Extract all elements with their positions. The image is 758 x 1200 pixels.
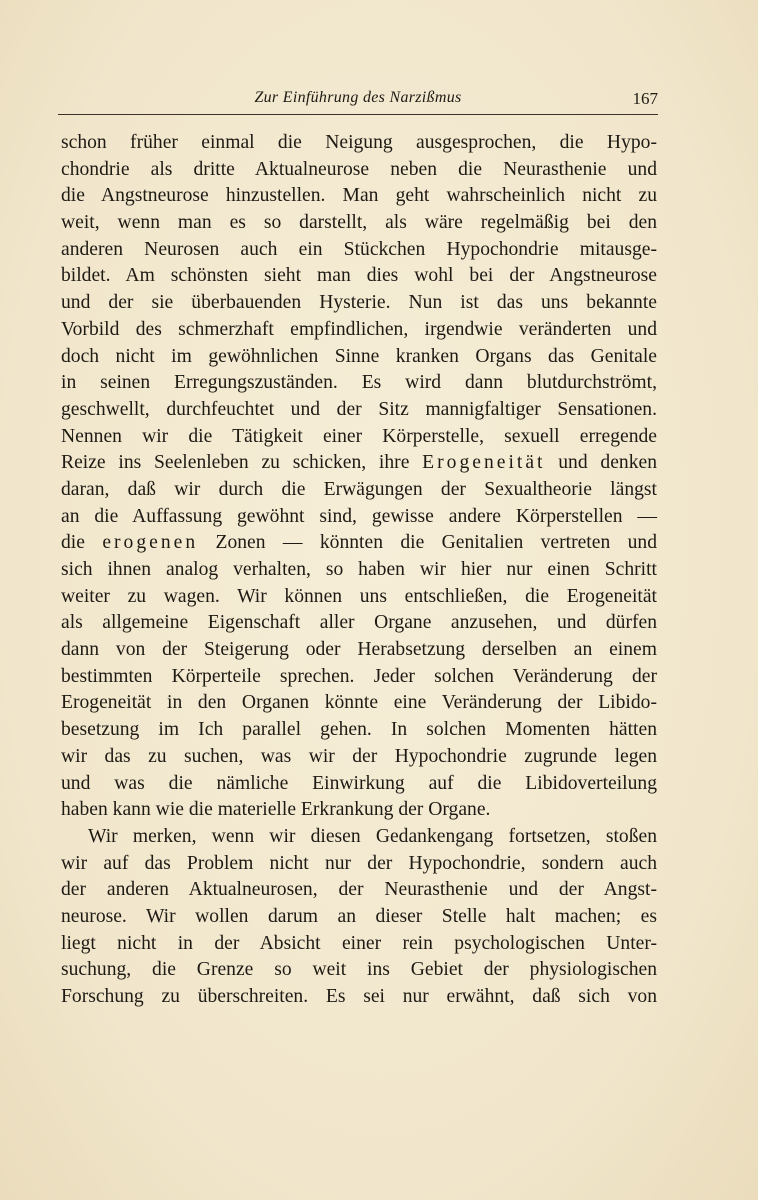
page-number: 167	[632, 89, 658, 108]
text-line: die Angstneurose hinzustellen. Man geht wahrscheinlich nicht zu	[61, 185, 657, 207]
text-line: weit, wenn man es so darstellt, als wäre regelmäßig bei den	[61, 212, 657, 234]
text-line: schon früher einmal die Neigung ausgesprochen, die Hypo-	[61, 132, 657, 153]
text-line: neurose. Wir wollen darum an dieser Stelle halt machen; es	[61, 905, 657, 927]
text-line: doch nicht im gewöhnlichen Sinne kranken Organs das Genitale	[61, 345, 657, 367]
text-line: suchung, die Grenze so weit ins Gebiet der physiologischen	[61, 959, 657, 981]
text-line: anderen Neurosen auch ein Stückchen Hypochondrie mitausge-	[61, 238, 657, 260]
spaced-emphasis: Erogeneität	[422, 452, 546, 474]
body-text	[61, 130, 657, 1011]
text-fragment: und denken	[545, 452, 657, 474]
text-line: bildet. Am schönsten sieht man dies wohl bei der Angstneurose	[61, 265, 657, 287]
spaced-emphasis: erogenen	[102, 532, 199, 554]
text-line: sich ihnen analog verhalten, so haben wir hier nur einen Schritt	[61, 559, 657, 580]
text-line: und der sie überbauenden Hysterie. Nun ist das uns bekannte	[61, 292, 657, 314]
text-line: in seinen Erregungszuständen. Es wird dann blutdurchströmt,	[61, 372, 657, 394]
text-line: dann von der Steigerung oder Herabsetzung derselben an einem	[61, 639, 657, 661]
running-title: Zur Einführung des Narzißmus	[254, 89, 462, 106]
text-fragment: Zonen — könnten die Genitalien vertreten und	[198, 532, 657, 554]
text-fragment: die	[61, 532, 103, 554]
text-line: weiter zu wagen. Wir können uns entschließen, die Erogeneität	[61, 585, 657, 607]
text-line: wir auf das Problem nicht nur der Hypochondrie, sondern auch	[61, 852, 657, 874]
text-fragment: Reize ins Seelenleben zu schicken, ihre	[61, 452, 423, 474]
text-line: Vorbild des schmerzhaft empfindlichen, irgendwie veränderten und	[61, 318, 657, 340]
text-line: bestimmten Körperteile sprechen. Jeder solchen Veränderung der	[61, 665, 657, 687]
text-line: liegt nicht in der Absicht einer rein psychologischen Unter-	[61, 932, 657, 954]
text-line: geschwellt, durchfeuchtet und der Sitz mannigfaltiger Sensationen.	[61, 398, 657, 420]
text-line: Forschung zu überschreiten. Es sei nur erwähnt, daß sich von	[61, 986, 657, 1007]
text-line	[61, 450, 657, 477]
text-line: daran, daß wir durch die Erwägungen der Sexualtheorie längst	[61, 478, 657, 500]
text-line: der anderen Aktualneurosen, der Neurasthenie und der Angst-	[61, 879, 657, 901]
text-line: Erogeneität in den Organen könnte eine Veränderung der Libido-	[61, 692, 657, 714]
text-line: und was die nämliche Einwirkung auf die Libidoverteilung	[61, 772, 657, 794]
text-line	[61, 530, 657, 557]
text-line: an die Auffassung gewöhnt sind, gewisse andere Körperstellen —	[61, 505, 657, 527]
page-header	[58, 88, 658, 115]
text-line: als allgemeine Eigenschaft aller Organe anzusehen, und dürfen	[61, 612, 657, 634]
text-line: haben kann wie die materielle Erkrankung der Organe.	[61, 799, 491, 821]
text-line: chondrie als dritte Aktualneurose neben die Neurasthenie und	[61, 158, 657, 180]
text-line: Nennen wir die Tätigkeit einer Körperstelle, sexuell erregende	[61, 425, 657, 447]
text-line: Wir merken, wenn wir diesen Gedankengang fortsetzen, stoßen	[88, 825, 657, 847]
text-line: besetzung im Ich parallel gehen. In solchen Momenten hätten	[61, 719, 657, 741]
text-line: wir das zu suchen, was wir der Hypochondrie zugrunde legen	[61, 745, 657, 767]
